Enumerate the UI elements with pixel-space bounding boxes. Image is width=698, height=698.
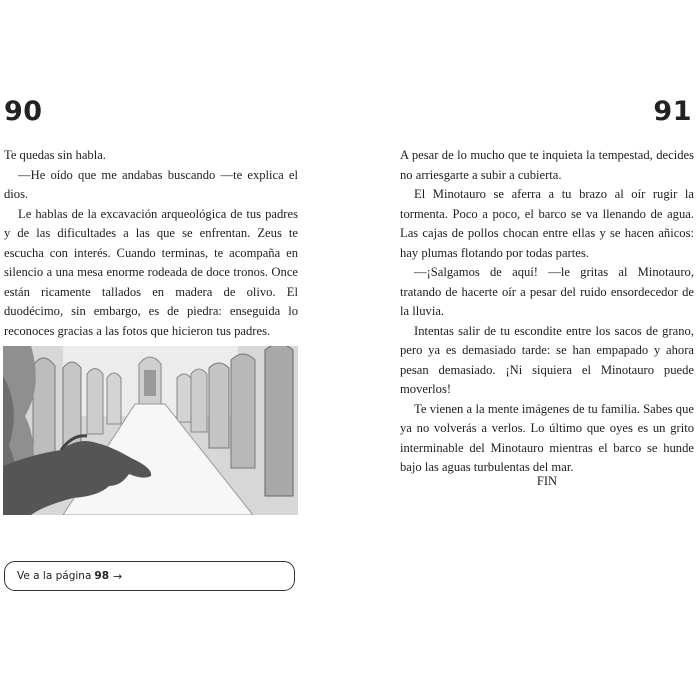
paragraph: —He oído que me andabas buscando —te explica el dios. <box>4 167 298 201</box>
target-page-number: 98 <box>94 570 110 582</box>
paragraph: El Minotauro se aferra a tu brazo al oír rugir la tormenta. Poco a poco, el barco se va llenando de agua. Las cajas de pollos chocan entre ellas y se hacen añicos: hay plumas flotando por todas partes. <box>400 187 694 260</box>
page-number-right: 91 <box>653 96 692 127</box>
paragraph: Te vienen a la mente imágenes de tu familia. Sabes que ya no volverás a verlos. Lo último que oyes es un grito interminable del Minotauro mientras el barco se hunde bajo las aguas turbulentas del mar. <box>400 401 694 474</box>
left-page-text <box>4 146 298 341</box>
go-to-page-label: Ve a la página <box>17 570 92 582</box>
throne-hall-illustration <box>3 346 298 515</box>
page-number-left: 90 <box>4 96 43 127</box>
go-to-page-button[interactable] <box>4 561 295 591</box>
right-page-text <box>400 146 694 478</box>
arrow-right-icon: → <box>113 569 123 583</box>
paragraph: A pesar de lo mucho que te inquieta la tempestad, decides no arriesgarte a subir a cubierta. <box>400 148 694 182</box>
paragraph: Le hablas de la excavación arqueológica de tus padres y de las dificultades a las que se enfrentan. Zeus te escucha con interés. Cuando terminas, te acompaña en silencio a una mesa enorme rodeada de doce tronos. Once están ricamente tallados en madera de olivo. El duodécimo, sin embargo, es de piedra: enseguida lo reconoces gracias a las fotos que hicieron tus padres. <box>4 206 298 338</box>
paragraph: —¡Salgamos de aquí! —le gritas al Minotauro, tratando de hacerte oír a pesar del ruido ensordecedor de la lluvia. <box>400 265 694 318</box>
paragraph: Intentas salir de tu escondite entre los sacos de grano, pero ya es demasiado tarde: se han empapado y ahora pesan demasiado. ¡Ni siquiera el Minotauro puede moverlos! <box>400 323 694 396</box>
ending-label: FIN <box>536 474 558 488</box>
paragraph: Te quedas sin habla. <box>4 148 106 162</box>
